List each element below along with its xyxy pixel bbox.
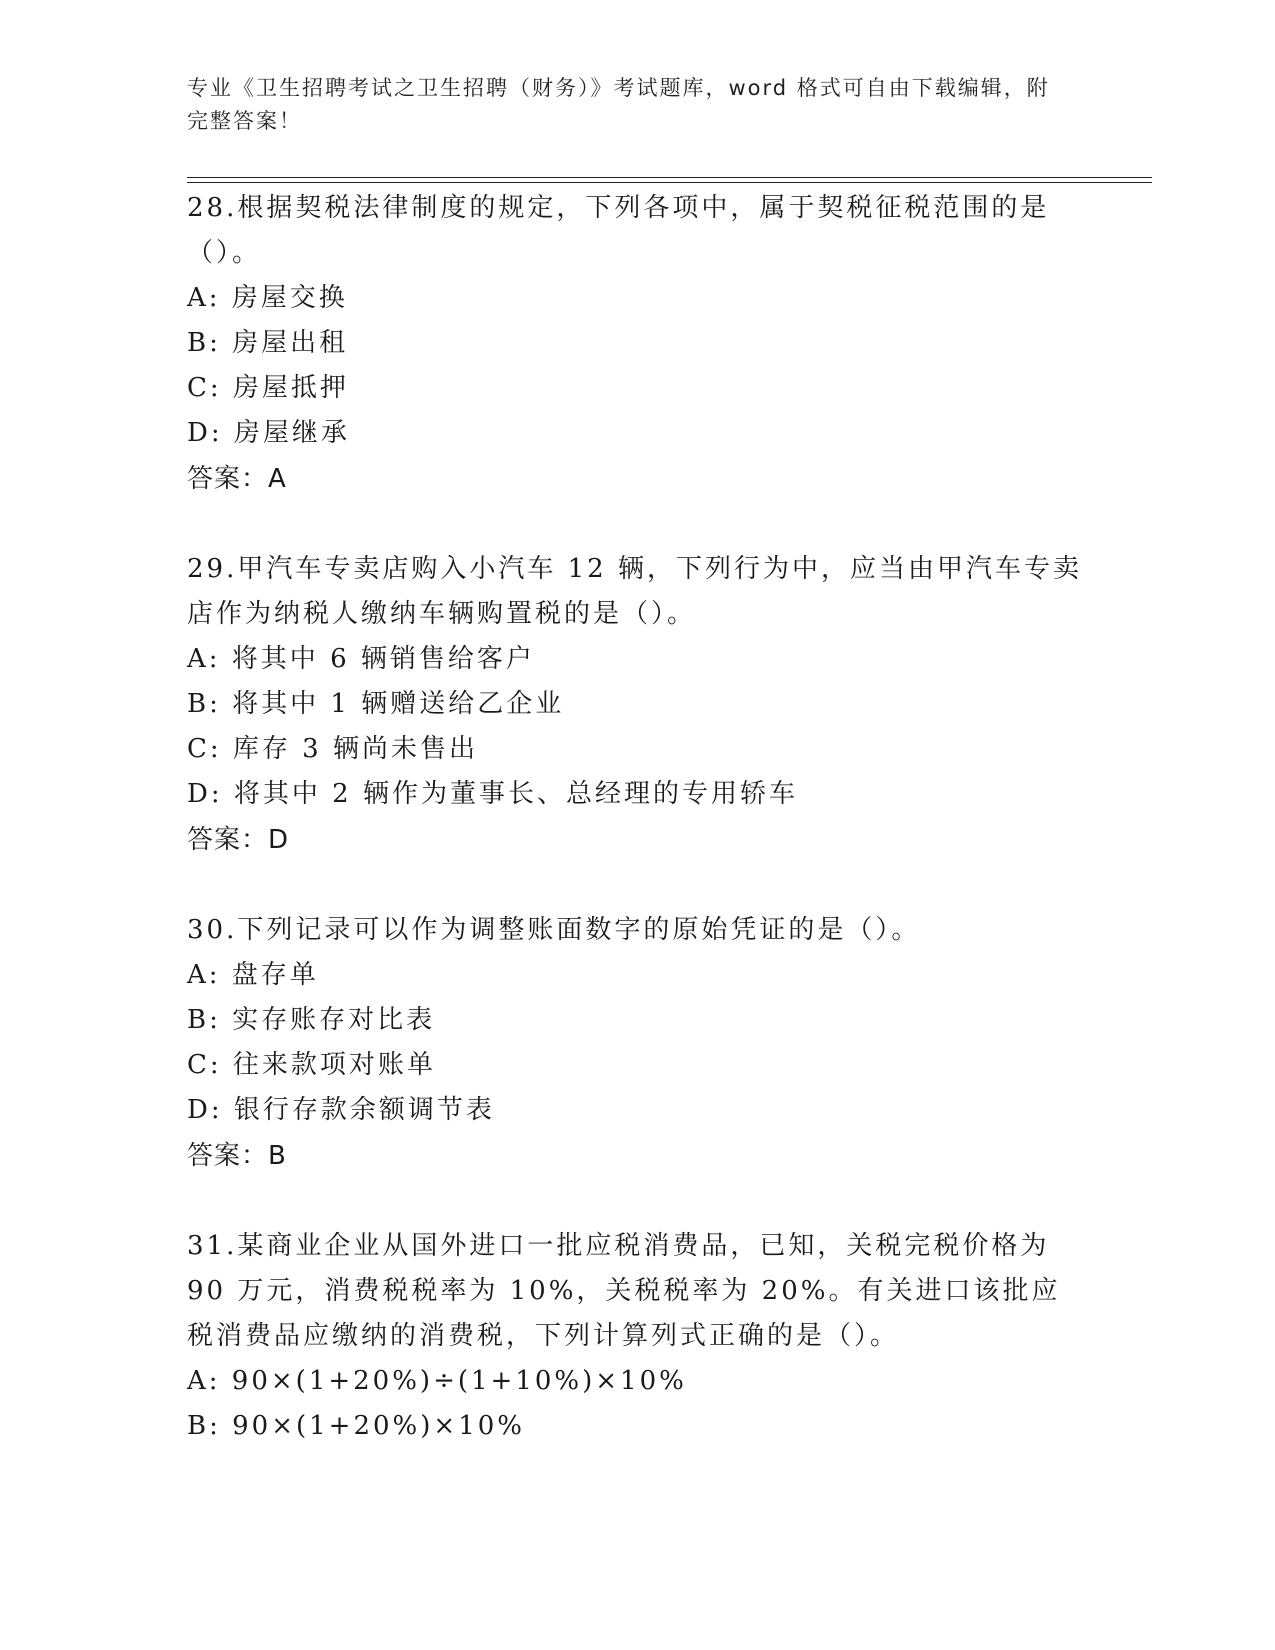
option-a: A: 房屋交换 bbox=[187, 283, 348, 313]
answer-label: 答案：B bbox=[187, 1141, 287, 1171]
option-d: D: 房屋继承 bbox=[187, 418, 350, 448]
question-31 bbox=[187, 1224, 1087, 1449]
document-header: 专业《卫生招聘考试之卫生招聘（财务）》考试题库，word 格式可自由下载编辑，附完整答案！ bbox=[187, 76, 1050, 133]
question-stem: 31.某商业企业从国外进口一批应税消费品，已知，关税完税价格为 90 万元，消费税税率为 10%，关税税率为 20%。有关进口该批应税消费品应缴纳的消费税，下列计算列式正确的是（）。 bbox=[187, 1231, 1061, 1351]
header-divider-bottom bbox=[187, 182, 1152, 183]
question-29 bbox=[187, 547, 1087, 863]
question-stem: 30.下列记录可以作为调整账面数字的原始凭证的是（）。 bbox=[187, 915, 921, 945]
option-b: B: 实存账存对比表 bbox=[187, 1005, 436, 1035]
option-c: C: 房屋抵押 bbox=[187, 373, 349, 403]
option-a: A: 90×(1+20%)÷(1+10%)×10% bbox=[187, 1366, 687, 1396]
option-b: B: 将其中 1 辆赠送给乙企业 bbox=[187, 689, 565, 719]
option-d: D: 将其中 2 辆作为董事长、总经理的专用轿车 bbox=[187, 779, 798, 809]
answer-label: 答案：A bbox=[187, 464, 287, 494]
question-stem: 28.根据契税法律制度的规定，下列各项中，属于契税征税范围的是（）。 bbox=[187, 193, 1050, 268]
option-b: B: 90×(1+20%)×10% bbox=[187, 1411, 525, 1441]
question-28 bbox=[187, 186, 1087, 502]
option-c: C: 库存 3 辆尚未售出 bbox=[187, 734, 478, 764]
answer-label: 答案：D bbox=[187, 825, 290, 855]
option-d: D: 银行存款余额调节表 bbox=[187, 1095, 495, 1125]
question-30 bbox=[187, 908, 1087, 1179]
option-a: A: 将其中 6 辆销售给客户 bbox=[187, 644, 535, 674]
option-b: B: 房屋出租 bbox=[187, 328, 349, 358]
option-a: A: 盘存单 bbox=[187, 960, 319, 990]
question-list bbox=[187, 186, 1087, 1494]
question-stem: 29.甲汽车专卖店购入小汽车 12 辆，下列行为中，应当由甲汽车专卖店作为纳税人缴纳车辆购置税的是（）。 bbox=[187, 554, 1082, 629]
option-c: C: 往来款项对账单 bbox=[187, 1050, 436, 1080]
header-divider-top bbox=[187, 177, 1152, 178]
